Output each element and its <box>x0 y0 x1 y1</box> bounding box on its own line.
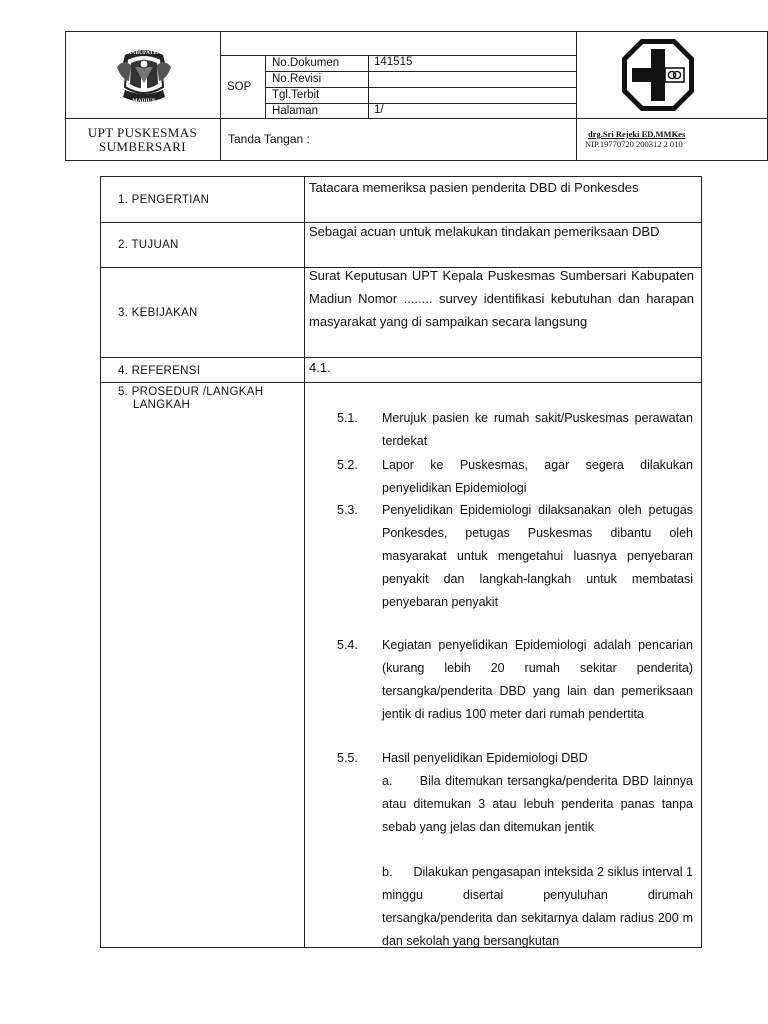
svg-text:KABUPATEN: KABUPATEN <box>127 50 161 56</box>
step-number: 5.1. <box>337 411 358 425</box>
section-label-referensi: 4. REFERENSI <box>118 365 201 377</box>
field-value-no-dokumen: 141515 <box>374 56 413 68</box>
signer-name: drg.Sri Rejeki ED,MMKes <box>588 129 686 139</box>
section-label-prosedur-line1: 5. PROSEDUR /LANGKAH <box>118 386 264 398</box>
section-text-pengertian: Tatacara memeriksa pasien penderita DBD di Ponkesdes <box>309 180 639 195</box>
step-text: Kegiatan penyelidikan Epidemiologi adalah pencarian (kurang lebih 20 rumah sekitar penderita) tersangka/penderita DBD yang lain dan pemeriksaan jentik di radius 100 meter dari rumah pendertita <box>382 638 693 721</box>
section-text-kebijakan: Surat Keputusan UPT Kepala Puskesmas Sumbersari Kabupaten Madiun Nomor ........ survey identifikasi kebutuhan dan harapan masyarakat yang di sampaikan secara langsung <box>309 268 694 329</box>
puskesmas-cross-emblem-icon <box>618 35 698 115</box>
step-sub-item-a: a. Bila ditemukan tersangka/penderita DBD lainnya atau ditemukan 3 atau lebuh penderita panas tanpa sebab yang jelas dan ditemukan jentik <box>382 774 693 834</box>
field-label-halaman: Halaman <box>272 105 319 117</box>
sop-label: SOP <box>227 81 252 93</box>
field-label-no-dokumen: No.Dokumen <box>272 57 340 69</box>
step-number: 5.2. <box>337 458 358 472</box>
step-number: 5.4. <box>337 638 358 652</box>
field-label-no-revisi: No.Revisi <box>272 73 322 85</box>
step-text: Hasil penyelidikan Epidemiologi DBD <box>382 751 588 765</box>
field-value-halaman: 1/ <box>374 104 384 116</box>
svg-text:MADIUN: MADIUN <box>132 98 156 104</box>
step-number: 5.5. <box>337 751 358 765</box>
signature-label: Tanda Tangan : <box>228 132 310 146</box>
sop-content-table <box>100 176 702 948</box>
section-text-referensi: 4.1. <box>309 360 331 375</box>
section-label-tujuan: 2. TUJUAN <box>118 239 179 251</box>
step-text: Lapor ke Puskesmas, agar segera dilakukan penyelidikan Epidemiologi <box>382 458 693 495</box>
field-label-tgl-terbit: Tgl.Terbit <box>272 89 320 101</box>
step-text: Penyelidikan Epidemiologi dilaksanakan oleh petugas Ponkesdes, petugas Puskesmas dibantu oleh masyarakat untuk mengetahui luasnya penyebaran penyakit dan langkah-langkah untuk membatasi penyebaran penyakit <box>382 503 693 609</box>
unit-name-line2: SUMBERSARI <box>98 139 187 154</box>
section-label-prosedur-line2: LANGKAH <box>133 399 191 411</box>
step-number: 5.3. <box>337 503 358 517</box>
section-text-tujuan: Sebagai acuan untuk melakukan tindakan pemeriksaan DBD <box>309 224 660 239</box>
signer-nip: NIP.19770720 200312 2 010 <box>585 139 683 149</box>
unit-name-line1: UPT PUSKESMAS <box>87 125 198 140</box>
section-label-pengertian: 1. PENGERTIAN <box>118 194 210 206</box>
sop-header <box>65 31 768 161</box>
step-sub-item-b: b. Dilakukan pengasapan inteksida 2 siklus interval 1 minggu disertai penyuluhan dirumah tersangka/penderita dan sekitarnya dalam radius 200 m dan sekolah yang bersangkutan <box>382 865 693 948</box>
section-label-kebijakan: 3. KEBIJAKAN <box>118 307 198 319</box>
step-text: Merujuk pasien ke rumah sakit/Puskesmas perawatan terdekat <box>382 411 693 448</box>
kabupaten-madiun-emblem-icon <box>105 37 183 109</box>
